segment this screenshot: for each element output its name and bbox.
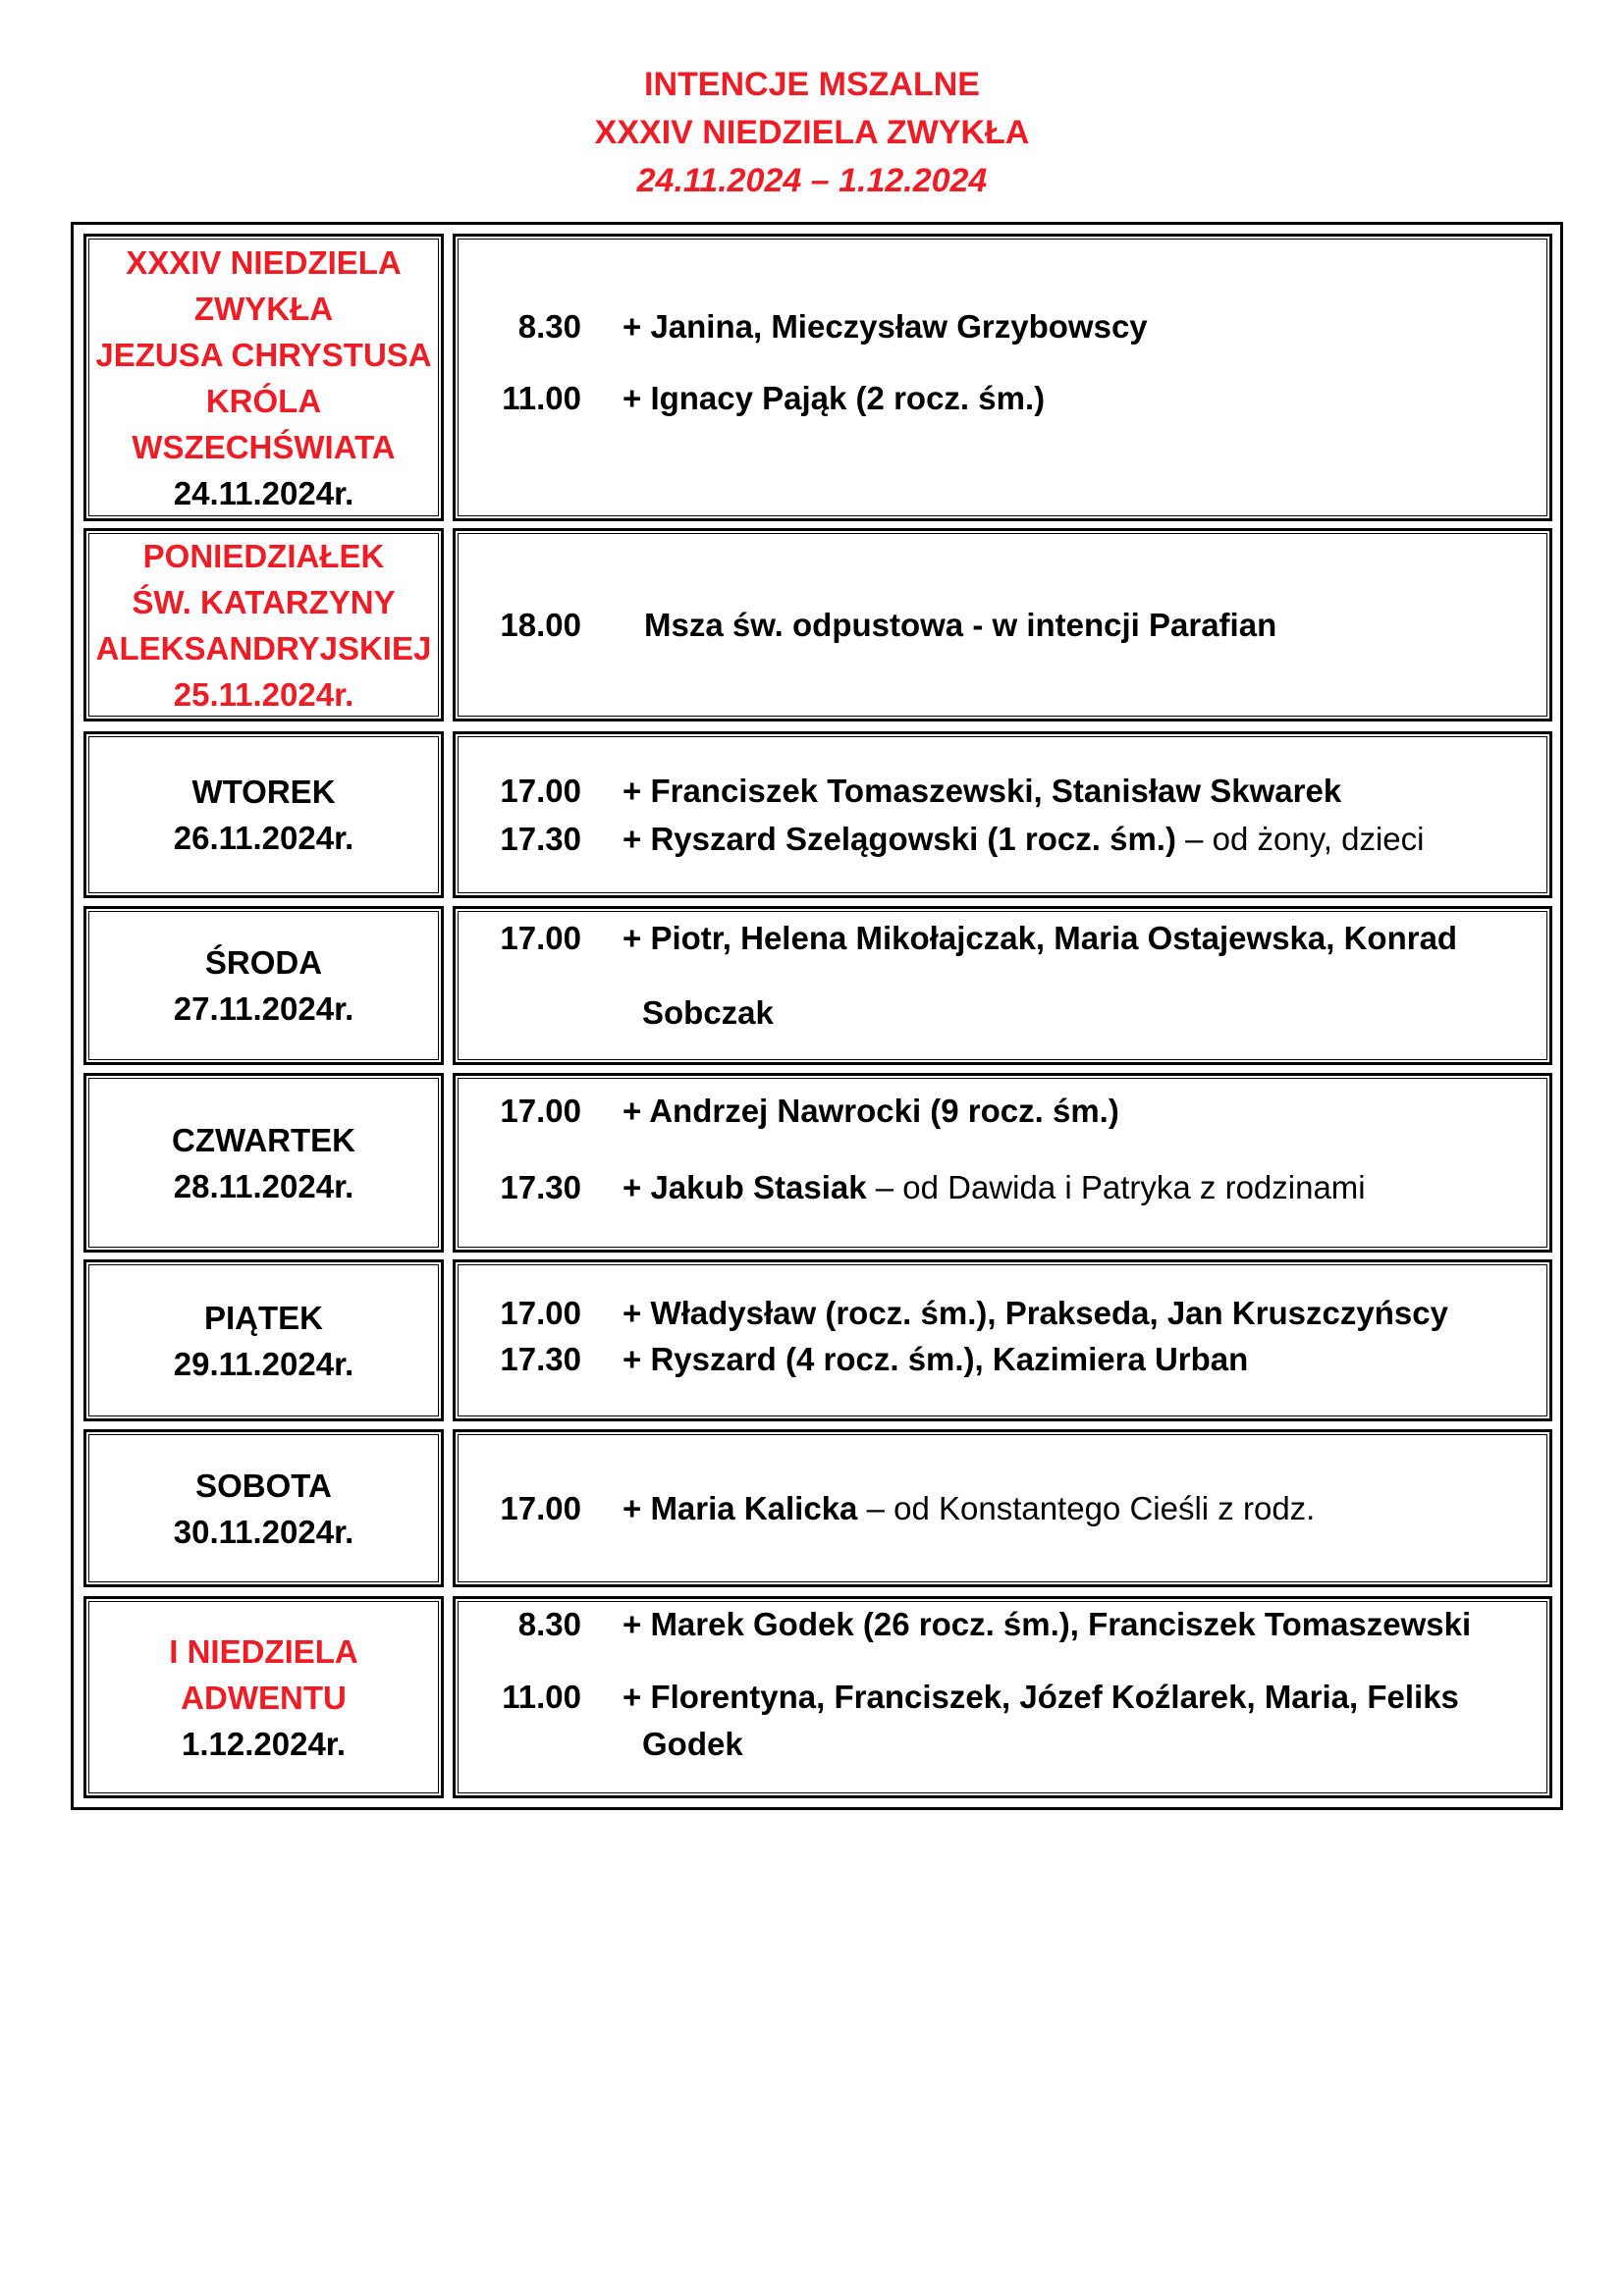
day-cell-wednesday (83, 906, 444, 1065)
masses-cell-thursday (453, 1073, 1552, 1253)
day-name-line: SOBOTA (195, 1467, 332, 1504)
day-name-line: ALEKSANDRYJSKIEJ (95, 629, 432, 667)
mass-time: 17.00 (500, 1093, 581, 1129)
day-name-line: WSZECHŚWIATA (132, 428, 396, 465)
mass-intention: + Władysław (rocz. śm.), Prakseda, Jan Kruszczyńscy (623, 1295, 1448, 1331)
mass-time: 8.30 (517, 1606, 581, 1642)
mass-intention: + Andrzej Nawrocki (9 rocz. śm.) (623, 1093, 1119, 1129)
day-name-line: ŚW. KATARZYNY (132, 583, 396, 620)
header-date-range: 24.11.2024 – 1.12.2024 (636, 162, 988, 199)
day-cell-friday (83, 1259, 444, 1421)
mass-intention: + Ignacy Pająk (2 rocz. śm.) (623, 380, 1046, 416)
day-cell-tuesday (83, 731, 444, 898)
day-name-line: CZWARTEK (172, 1121, 355, 1158)
day-date: 28.11.2024r. (173, 1167, 354, 1204)
day-cell-monday (83, 528, 444, 721)
day-name-line: JEZUSA CHRYSTUSA (95, 336, 432, 373)
mass-time: 17.00 (500, 1490, 581, 1526)
day-date: 1.12.2024r. (182, 1725, 346, 1762)
mass-time: 17.00 (500, 773, 581, 809)
masses-cell-tuesday (453, 731, 1552, 898)
masses-cell-friday (453, 1259, 1552, 1421)
day-date: 29.11.2024r. (173, 1345, 354, 1382)
mass-intention: + Franciszek Tomaszewski, Stanisław Skwarek (623, 773, 1342, 809)
day-cell-sunday-1 (83, 234, 444, 521)
header-subtitle: XXXIV NIEDZIELA ZWYKŁA (594, 114, 1030, 151)
masses-cell-wednesday (453, 906, 1552, 1065)
masses-cell-sunday-2 (453, 1596, 1552, 1798)
mass-intention: + Piotr, Helena Mikołajczak, Maria Ostajewska, Konrad (623, 920, 1458, 956)
day-name-line: PIĄTEK (203, 1299, 323, 1336)
mass-intention: + Jakub Stasiak – od Dawida i Patryka z rodzinami (623, 1169, 1366, 1205)
page-header (0, 61, 1624, 205)
mass-note: – od Dawida i Patryka z rodzinami (866, 1169, 1366, 1205)
day-date: 26.11.2024r. (173, 820, 354, 856)
mass-time: 17.00 (500, 920, 581, 956)
day-date: 27.11.2024r. (173, 990, 354, 1027)
header-title: INTENCJE MSZALNE (644, 66, 980, 103)
mass-time: 17.00 (500, 1295, 581, 1331)
mass-time: 11.00 (502, 380, 581, 416)
mass-intention: + Janina, Mieczysław Grzybowscy (623, 308, 1148, 345)
day-name-line: XXXIV NIEDZIELA (126, 243, 402, 281)
day-date: 25.11.2024r. (173, 675, 354, 713)
mass-time: 17.30 (500, 821, 581, 857)
mass-intention: Msza św. odpustowa - w intencji Parafian (644, 607, 1277, 643)
mass-time: 11.00 (502, 1679, 581, 1715)
mass-intention: + Florentyna, Franciszek, Józef Koźlarek, Maria, Feliks (623, 1679, 1459, 1715)
day-cell-thursday (83, 1073, 444, 1253)
mass-intention: + Marek Godek (26 rocz. śm.), Franciszek Tomaszewski (623, 1606, 1472, 1642)
masses-cell-sunday-1 (453, 234, 1552, 521)
masses-cell-saturday (453, 1429, 1552, 1587)
mass-time: 17.30 (500, 1169, 581, 1205)
day-name-line: ZWYKŁA (193, 290, 334, 327)
mass-intention-continuation: Sobczak (642, 994, 774, 1031)
mass-note: – od żony, dzieci (1175, 821, 1425, 857)
mass-time: 8.30 (517, 308, 581, 345)
day-date: 24.11.2024r. (173, 474, 354, 511)
masses-cell-monday (453, 528, 1552, 721)
day-name-line: PONIEDZIAŁEK (142, 537, 385, 574)
day-name-line: ADWENTU (181, 1679, 347, 1716)
mass-time: 17.30 (500, 1341, 581, 1377)
mass-time: 18.00 (500, 607, 581, 643)
mass-intention: + Maria Kalicka – od Konstantego Cieśli z rodz. (623, 1490, 1316, 1526)
day-cell-saturday (83, 1429, 444, 1587)
mass-intention: + Ryszard Szelągowski (1 rocz. śm.) – od żony, dzieci (623, 821, 1425, 857)
mass-note: – od Konstantego Cieśli z rodz. (857, 1490, 1316, 1526)
day-date: 30.11.2024r. (173, 1513, 354, 1550)
mass-intention-continuation: Godek (642, 1726, 743, 1762)
day-name-line: KRÓLA (205, 382, 322, 419)
mass-intention: + Ryszard (4 rocz. śm.), Kazimiera Urban (623, 1341, 1249, 1377)
day-cell-sunday-2 (83, 1596, 444, 1798)
day-name-line: WTOREK (191, 774, 336, 810)
day-name-line: ŚRODA (204, 944, 323, 981)
day-name-line: I NIEDZIELA (169, 1632, 358, 1670)
